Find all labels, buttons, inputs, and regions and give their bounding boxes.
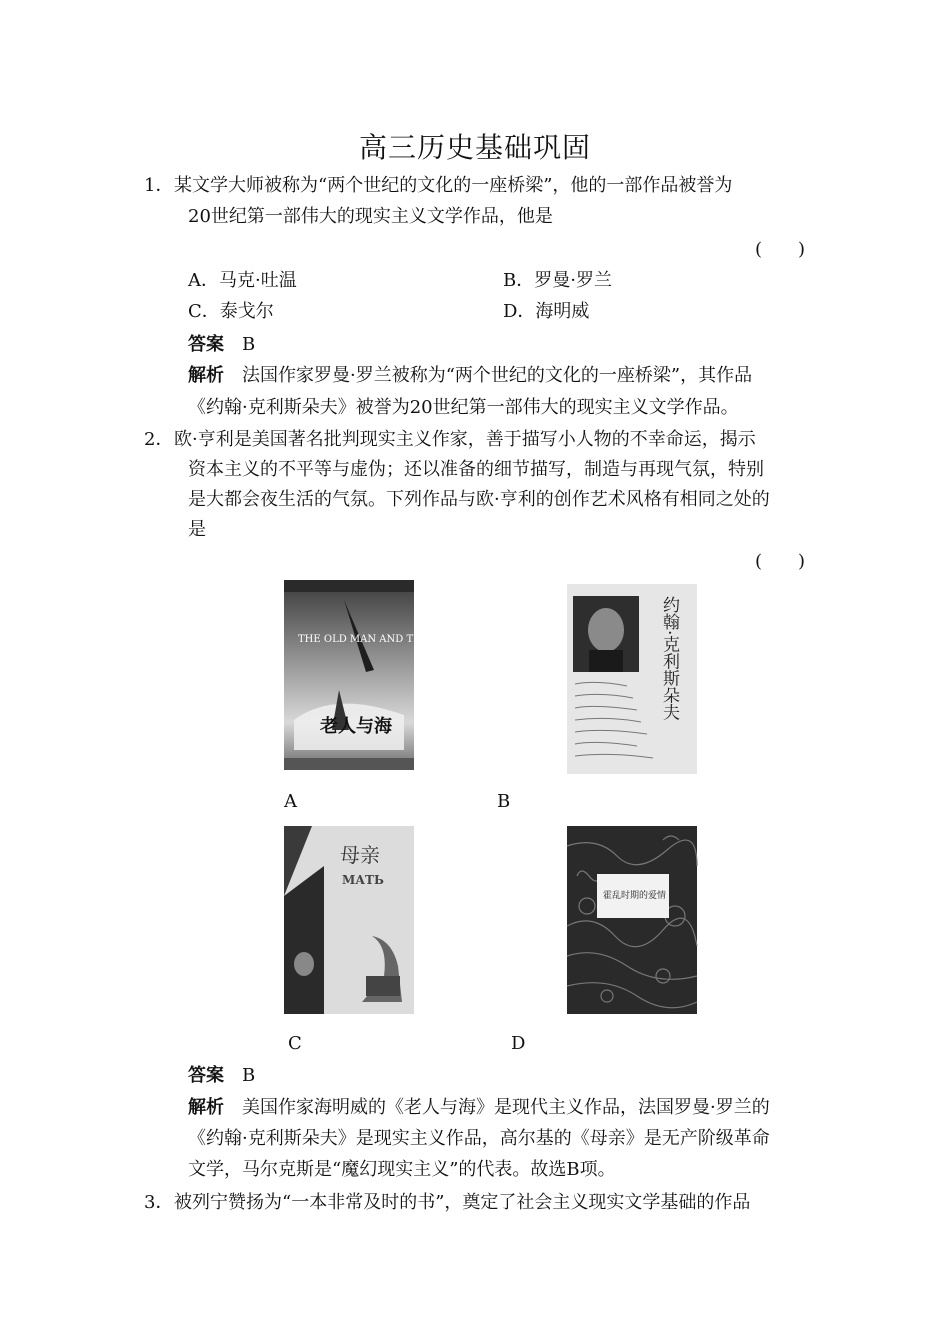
answer-label: 答案 [188, 1065, 224, 1086]
option-d: D．海明威 [503, 301, 590, 322]
answer-value: B [242, 1065, 256, 1086]
question-number: 2． [144, 429, 174, 450]
question-stem: 是大都会夜生活的气氛。下列作品与欧·亨利的创作艺术风格有相同之处的 [188, 489, 770, 510]
image-label-d: D [511, 1033, 526, 1054]
analysis-label: 解析 [188, 1097, 224, 1118]
analysis-text: 《约翰·克利斯朵夫》被誉为20世纪第一部伟大的现实主义文学作品。 [188, 397, 739, 418]
option-c: C．泰戈尔 [188, 301, 274, 322]
analysis-text: 法国作家罗曼·罗兰被称为“两个世纪的文化的一座桥梁”，其作品 [242, 365, 753, 386]
analysis-label: 解析 [188, 365, 224, 386]
answer-label: 答案 [188, 334, 224, 355]
book-cover-jean-christophe [567, 584, 697, 774]
cover-en-title: THE OLD MAN AND THE SEA [298, 634, 454, 645]
question-stem: 是 [188, 519, 206, 540]
cover-ru-title: МАТЬ [342, 873, 384, 887]
question-number: 3． [144, 1192, 174, 1213]
question-stem: 欧·亨利是美国著名批判现实主义作家，善于描写小人物的不幸命运，揭示 [174, 429, 756, 450]
book-cover-mother [284, 826, 414, 1014]
image-label-c: C [288, 1033, 302, 1054]
answer-bracket: ( ) [755, 551, 806, 572]
answer-line [188, 1062, 255, 1090]
cover-cn-title: 霍乱时期的爱情 [603, 891, 667, 901]
image-label-a: A [284, 791, 297, 812]
question-stem: 被列宁赞扬为“一本非常及时的书”，奠定了社会主义现实文学基础的作品 [174, 1192, 751, 1213]
book-cover-love-in-the-time-of-cholera [567, 826, 697, 1014]
answer-value: B [242, 334, 256, 355]
question-stem: 资本主义的不平等与虚伪；还以准备的细节描写，制造与再现气氛，特别 [188, 459, 764, 480]
cover-cn-title: 约翰·克利斯朵夫 [659, 596, 679, 721]
image-label-b: B [497, 791, 511, 812]
book-cover-old-man-and-the-sea [284, 580, 454, 770]
analysis-line [188, 1094, 770, 1122]
question-stem: 某文学大师被称为“两个世纪的文化的一座桥梁”，他的一部作品被誉为 [174, 175, 733, 196]
cover-cn-title: 母亲 [340, 843, 380, 867]
page-title: 高三历史基础巩固 [358, 131, 591, 164]
analysis-text: 文学，马尔克斯是“魔幻现实主义”的代表。故选B项。 [188, 1159, 616, 1180]
option-b: B．罗曼·罗兰 [503, 270, 612, 291]
answer-bracket: ( ) [755, 239, 806, 260]
question-number: 1． [144, 175, 174, 196]
analysis-text: 《约翰·克利斯朵夫》是现实主义作品，高尔基的《母亲》是无产阶级革命 [188, 1128, 770, 1149]
analysis-text: 美国作家海明威的《老人与海》是现代主义作品，法国罗曼·罗兰的 [242, 1097, 770, 1118]
question-stem: 20世纪第一部伟大的现实主义文学作品，他是 [188, 206, 553, 227]
answer-line [188, 331, 255, 359]
cover-cn-title: 老人与海 [320, 716, 392, 737]
option-a: A．马克·吐温 [188, 270, 297, 291]
analysis-line [188, 362, 752, 390]
